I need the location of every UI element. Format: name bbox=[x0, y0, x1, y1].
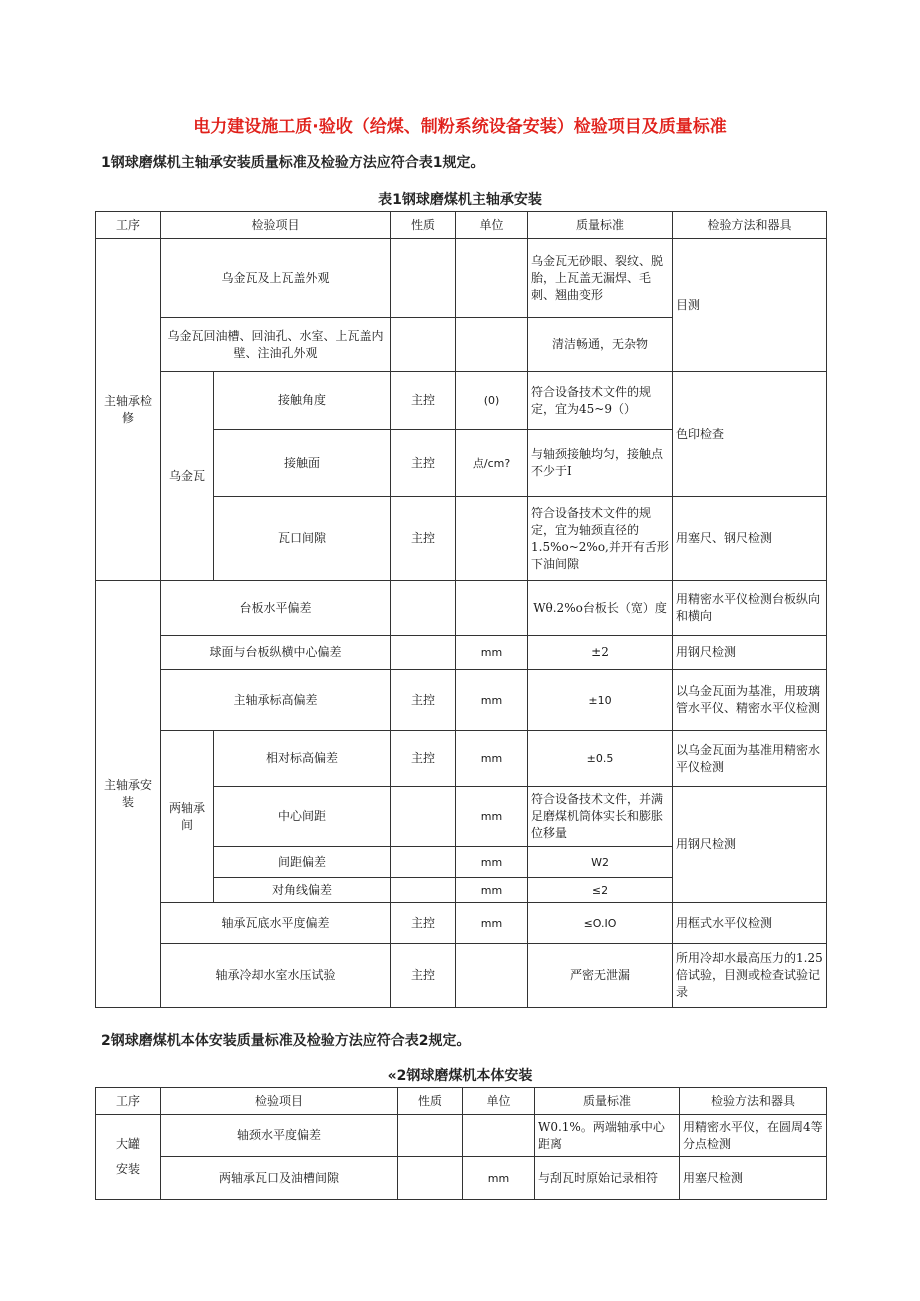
table-row bbox=[96, 903, 827, 944]
item-cell: 乌金瓦回油槽、回油孔、水室、上瓦盖内壁、注油孔外观 bbox=[161, 318, 391, 372]
standard-cell: ±2 bbox=[528, 636, 673, 670]
standard-cell: ≤O.IO bbox=[528, 903, 673, 944]
nature-cell bbox=[391, 847, 456, 878]
nature-cell bbox=[398, 1115, 463, 1157]
item-cell: 间距偏差 bbox=[214, 847, 391, 878]
nature-cell: 主控 bbox=[391, 731, 456, 787]
nature-cell bbox=[391, 318, 456, 372]
nature-cell: 主控 bbox=[391, 430, 456, 497]
unit-cell bbox=[456, 497, 528, 581]
unit-cell: mm bbox=[456, 787, 528, 847]
standard-cell: 符合设备技术文件的规定，宜为轴颈直径的1.5%o~2%o,并开有舌形下油间隙 bbox=[528, 497, 673, 581]
nature-cell bbox=[391, 636, 456, 670]
unit-cell: mm bbox=[463, 1157, 535, 1200]
item-cell: 轴承瓦底水平度偏差 bbox=[161, 903, 391, 944]
unit-cell: mm bbox=[456, 903, 528, 944]
page-title: 电力建设施工质·验收（给煤、制粉系统设备安装）检验项目及质量标准 bbox=[193, 117, 727, 137]
table-row bbox=[96, 581, 827, 636]
paragraph-1: 1钢球磨煤机主轴承安装质量标准及检验方法应符合表1规定。 bbox=[101, 155, 485, 171]
method-cell: 所用冷却水最高压力的1.25倍试验，目测或检查试验记录 bbox=[673, 944, 827, 1008]
method-cell: 用精密水平仪，在圆周4等分点检测 bbox=[680, 1115, 827, 1157]
nature-cell bbox=[398, 1157, 463, 1200]
nature-cell bbox=[391, 878, 456, 903]
table-header-row bbox=[96, 1088, 827, 1115]
header-nature: 性质 bbox=[391, 212, 456, 239]
unit-cell: mm bbox=[456, 847, 528, 878]
table-row bbox=[96, 372, 827, 430]
table-row bbox=[96, 636, 827, 670]
table-1 bbox=[95, 211, 827, 1008]
header-nature: 性质 bbox=[398, 1088, 463, 1115]
sub-group: 乌金瓦 bbox=[161, 372, 214, 581]
unit-cell bbox=[456, 581, 528, 636]
method-cell: 用钢尺检测 bbox=[673, 636, 827, 670]
unit-cell bbox=[456, 318, 528, 372]
header-item: 检验项目 bbox=[161, 1088, 398, 1115]
item-cell: 接触面 bbox=[214, 430, 391, 497]
standard-cell: Wθ.2%o台板长（宽）度 bbox=[528, 581, 673, 636]
header-process: 工序 bbox=[96, 1088, 161, 1115]
method-cell: 用框式水平仪检测 bbox=[673, 903, 827, 944]
nature-cell: 主控 bbox=[391, 497, 456, 581]
unit-cell bbox=[456, 239, 528, 318]
unit-cell: 点/cm? bbox=[456, 430, 528, 497]
item-cell: 主轴承标高偏差 bbox=[161, 670, 391, 731]
method-cell: 以乌金瓦面为基准用精密水平仪检测 bbox=[673, 731, 827, 787]
standard-cell: 与轴颈接触均匀，接触点不少于I bbox=[528, 430, 673, 497]
standard-cell: W0.1%。两端轴承中心距离 bbox=[535, 1115, 680, 1157]
standard-cell: 乌金瓦无砂眼、裂纹、脱胎，上瓦盖无漏焊、毛刺、翘曲变形 bbox=[528, 239, 673, 318]
table-header-row bbox=[96, 212, 827, 239]
item-cell: 两轴承瓦口及油槽间隙 bbox=[161, 1157, 398, 1200]
standard-cell: ±0.5 bbox=[528, 731, 673, 787]
method-cell: 用塞尺、钢尺检测 bbox=[673, 497, 827, 581]
standard-cell: 符合设备技术文件的规定，宜为45~9（） bbox=[528, 372, 673, 430]
header-method: 检验方法和器具 bbox=[680, 1088, 827, 1115]
standard-cell: 严密无泄漏 bbox=[528, 944, 673, 1008]
nature-cell: 主控 bbox=[391, 944, 456, 1008]
process-group: 主轴承检修 bbox=[96, 239, 161, 581]
standard-cell: 与刮瓦时原始记录相符 bbox=[535, 1157, 680, 1200]
process-group-line-2: 安装 bbox=[115, 1162, 140, 1176]
header-method: 检验方法和器具 bbox=[673, 212, 827, 239]
item-cell: 中心间距 bbox=[214, 787, 391, 847]
unit-cell: mm bbox=[456, 731, 528, 787]
paragraph-2: 2钢球磨煤机本体安装质量标准及检验方法应符合表2规定。 bbox=[101, 1033, 471, 1049]
table-row bbox=[96, 670, 827, 731]
nature-cell: 主控 bbox=[391, 903, 456, 944]
unit-cell: (0) bbox=[456, 372, 528, 430]
header-standard: 质量标准 bbox=[528, 212, 673, 239]
header-process: 工序 bbox=[96, 212, 161, 239]
method-cell: 用精密水平仪检测台板纵向和横向 bbox=[673, 581, 827, 636]
standard-cell: 清洁畅通，无杂物 bbox=[528, 318, 673, 372]
table-2-caption: «2钢球磨煤机本体安装 bbox=[387, 1068, 533, 1084]
table-1-caption: 表1钢球磨煤机主轴承安装 bbox=[378, 192, 542, 208]
header-unit: 单位 bbox=[456, 212, 528, 239]
nature-cell bbox=[391, 787, 456, 847]
nature-cell: 主控 bbox=[391, 372, 456, 430]
standard-cell: 符合设备技术文件，并满足磨煤机筒体实长和膨胀位移量 bbox=[528, 787, 673, 847]
process-group-line-1: 大罐 bbox=[115, 1137, 140, 1151]
header-item: 检验项目 bbox=[161, 212, 391, 239]
standard-cell: W2 bbox=[528, 847, 673, 878]
item-cell: 瓦口间隙 bbox=[214, 497, 391, 581]
table-row bbox=[96, 944, 827, 1008]
item-cell: 轴颈水平度偏差 bbox=[161, 1115, 398, 1157]
item-cell: 轴承冷却水室水压试验 bbox=[161, 944, 391, 1008]
table-row bbox=[96, 731, 827, 787]
item-cell: 台板水平偏差 bbox=[161, 581, 391, 636]
method-cell: 用钢尺检测 bbox=[673, 787, 827, 903]
table-2 bbox=[95, 1087, 827, 1200]
item-cell: 乌金瓦及上瓦盖外观 bbox=[161, 239, 391, 318]
standard-cell: ±10 bbox=[528, 670, 673, 731]
item-cell: 对角线偏差 bbox=[214, 878, 391, 903]
standard-cell: ≤2 bbox=[528, 878, 673, 903]
item-cell: 相对标高偏差 bbox=[214, 731, 391, 787]
table-row bbox=[96, 239, 827, 318]
process-group bbox=[96, 1115, 161, 1200]
header-standard: 质量标准 bbox=[535, 1088, 680, 1115]
process-group: 主轴承安装 bbox=[96, 581, 161, 1008]
method-cell: 用塞尺检测 bbox=[680, 1157, 827, 1200]
nature-cell bbox=[391, 581, 456, 636]
unit-cell: mm bbox=[456, 670, 528, 731]
item-cell: 球面与台板纵横中心偏差 bbox=[161, 636, 391, 670]
sub-group: 两轴承间 bbox=[161, 731, 214, 903]
nature-cell: 主控 bbox=[391, 670, 456, 731]
table-row bbox=[96, 1115, 827, 1157]
unit-cell: mm bbox=[456, 878, 528, 903]
nature-cell bbox=[391, 239, 456, 318]
method-cell: 目测 bbox=[673, 239, 827, 372]
item-cell: 接触角度 bbox=[214, 372, 391, 430]
method-cell: 色印检查 bbox=[673, 372, 827, 497]
unit-cell: mm bbox=[456, 636, 528, 670]
unit-cell bbox=[456, 944, 528, 1008]
header-unit: 单位 bbox=[463, 1088, 535, 1115]
method-cell: 以乌金瓦面为基准，用玻璃管水平仪、精密水平仪检测 bbox=[673, 670, 827, 731]
unit-cell bbox=[463, 1115, 535, 1157]
table-row bbox=[96, 1157, 827, 1200]
